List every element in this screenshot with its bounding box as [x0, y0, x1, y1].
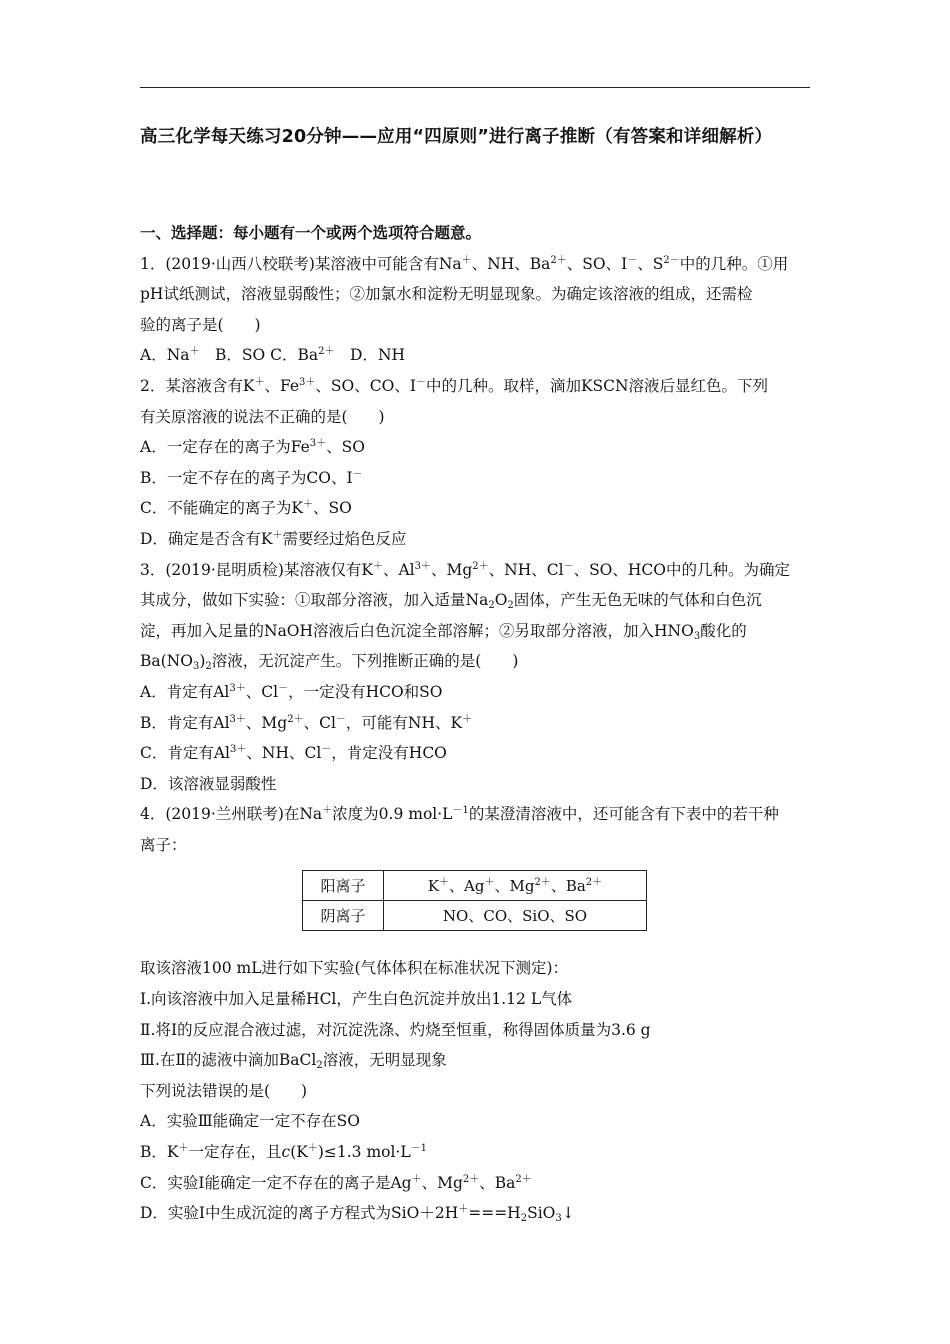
table-row [303, 901, 647, 931]
question-4-para-5: 下列说法错误的是( ) [140, 1081, 308, 1100]
question-2-line-1: 2．某溶液含有K＋、$Fe^{3+}$、SO、CO、I－中的几种。取样，滴加KSCN溶液后显红色。下列 [140, 376, 769, 395]
question-3-line-2: 其成分，做如下实验：①取部分溶液，加入适量$Na_2O_2$固体，产生无色无味的气体和白色沉 [140, 591, 762, 612]
question-3-option-b: B．肯定有$Al^{3+}$、$Mg^{2+}$、Cl－，可能有NH、K＋ [140, 713, 473, 732]
question-3-line-4: $Ba(NO_3)_2$溶液，无沉淀产生。下列推断正确的是( ) [140, 652, 519, 673]
question-2-option-a: A．一定存在的离子为$Fe^{3+}$、SO [140, 438, 365, 457]
question-2-option-d: D．确定是否含有K＋需要经过焰色反应 [140, 529, 407, 548]
question-1-line-1: 1．(2019·山西八校联考)某溶液中可能含有Na＋、NH、$Ba^{2+}$、SO、I－、$S^{2-}$中的几种。①用 [140, 254, 789, 273]
question-3-option-d: D．该溶液显弱酸性 [140, 774, 277, 793]
question-4-para-4: Ⅲ.在Ⅱ的滤液中滴加BaCl$_2$溶液，无明显现象 [140, 1051, 447, 1072]
question-4-para-3: Ⅱ.将Ⅰ的反应混合液过滤，对沉淀洗涤、灼烧至恒重，称得固体质量为3.6 g [140, 1020, 651, 1039]
question-4-option-d: D．实验Ⅰ中生成沉淀的离子方程式为$SiO+2H^+===H_2SiO_3↓$ [140, 1204, 575, 1225]
question-2-option-b: B．一定不存在的离子为CO、I－ [140, 468, 363, 487]
question-4-para-1: 取该溶液100 mL进行如下实验(气体体积在标准状况下测定)： [140, 959, 569, 978]
document-title: 高三化学每天练习20分钟——应用“四原则”进行离子推断（有答案和详细解析） [140, 127, 773, 147]
question-4-para-2: Ⅰ.向该溶液中加入足量稀HCl，产生白色沉淀并放出1.12 L气体 [140, 990, 573, 1009]
question-4-line-2: 离子： [140, 835, 187, 854]
table-cell-anion-head: 阴离子 [303, 901, 384, 931]
question-1-line-3: 验的离子是( ) [140, 315, 261, 334]
question-3-option-c: C．肯定有$Al^{3+}$、NH、Cl－，肯定没有HCO [140, 744, 447, 763]
table-cell-anions: NO、CO、SiO、SO [384, 901, 647, 931]
document-body [140, 218, 812, 1229]
question-3-line-1: 3．(2019·昆明质检)某溶液仅有K＋、$Al^{3+}$、$Mg^{2+}$、NH、Cl－、SO、HCO中的几种。为确定 [140, 560, 790, 579]
top-rule [140, 87, 810, 88]
question-1-line-2: pH试纸测试，溶液显弱酸性；②加氯水和淀粉无明显现象。为确定该溶液的组成，还需检 [140, 285, 753, 304]
question-4-line-1: 4．(2019·兰州联考)在Na＋浓度为0.9 $mol\cdot L^{-1}$的某澄清溶液中，还可能含有下表中的若干种 [140, 805, 779, 824]
question-1-options: A．Na＋ B．SO C．$Ba^{2+}$ D．NH [140, 346, 406, 365]
question-2-option-c: C．不能确定的离子为K＋、SO [140, 499, 352, 518]
question-4-option-b: B．K＋一定存在，且c(K＋)≤1.3 $mol\cdot L^{-1}$ [140, 1143, 428, 1162]
table-cell-cations: K＋、Ag＋、$Mg^{2+}$、$Ba^{2+}$ [384, 871, 647, 901]
question-4-option-c: C．实验Ⅰ能确定一定不存在的离子是Ag＋、$Mg^{2+}$、$Ba^{2+}$ [140, 1173, 532, 1192]
table-row [303, 871, 647, 901]
table-cell-cation-head: 阳离子 [303, 871, 384, 901]
question-2-line-2: 有关原溶液的说法不正确的是( ) [140, 407, 385, 426]
section-title: 一、选择题：每小题有一个或两个选项符合题意。 [140, 224, 482, 242]
question-3-line-3: 淀，再加入足量的NaOH溶液后白色沉淀全部溶解；②另取部分溶液，加入$HNO_3$酸化的 [140, 621, 747, 642]
question-4-option-a: A．实验Ⅲ能确定一定不存在SO [140, 1112, 360, 1131]
question-3-option-a: A．肯定有$Al^{3+}$、Cl－，一定没有HCO和SO [140, 682, 443, 701]
ion-table [302, 870, 647, 931]
